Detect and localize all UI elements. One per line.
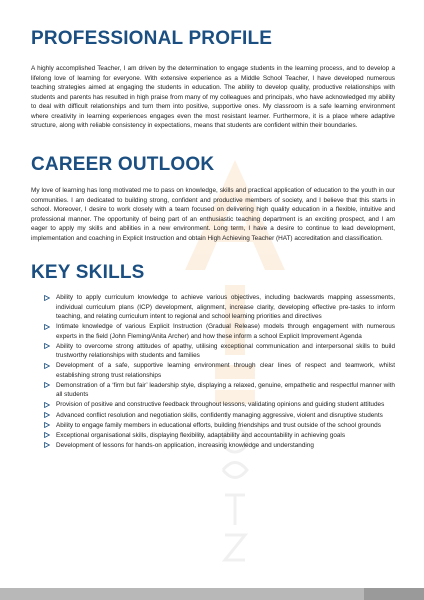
triangle-bullet-icon [44, 442, 50, 448]
triangle-bullet-icon [44, 412, 50, 418]
skill-item [31, 293, 395, 322]
skill-item [31, 322, 395, 341]
skill-text: Development of a safe, supportive learning environment through clear lines of respect and teamwork, whilst establishing strong trust relationships [56, 362, 395, 379]
triangle-bullet-icon [44, 422, 50, 428]
skill-item [31, 361, 395, 380]
skill-text: Exceptional organisational skills, displaying flexibility, adaptability and accountability in achieving goals [56, 431, 346, 439]
triangle-bullet-icon [44, 402, 50, 408]
skill-item [31, 421, 395, 431]
skill-item [31, 411, 395, 421]
triangle-bullet-icon [44, 324, 50, 330]
triangle-bullet-icon [44, 363, 50, 369]
skill-text: Ability to engage family members in educational efforts, building friendships and trust outside of the school grounds [56, 421, 381, 429]
footer-bar-accent [364, 588, 424, 600]
skill-item [31, 381, 395, 400]
professional-profile-heading: PROFESSIONAL PROFILE [31, 28, 273, 49]
footer-bar [0, 588, 424, 600]
skill-text: Ability to overcome strong attitudes of apathy, utilising exceptional communication and interpersonal skills to build trustworthy relationships with students and families [56, 342, 395, 360]
career-outlook-heading: CAREER OUTLOOK [31, 154, 215, 175]
skill-text: Advanced conflict resolution and negotiation skills, confidently managing aggressive, violent and disruptive students [56, 411, 383, 419]
key-skills-list [31, 293, 395, 450]
professional-profile-text: A highly accomplished Teacher, I am driven by the determination to engage students in the learning process, and to develop a lifelong love of learning for everyone. With extensive experience as a Middle School Teacher, I have developed numerous teaching strategies aimed at engaging the students in education. The ability to develop quality, productive relationships with students and parents has resulted in high praise from many of my colleagues and principals, who have acknowledged my ability to deal with difficult relationships and turn them into positive, supportive ones. My classroom is a safe learning environment where creativity in learning experiences engages even the most resistant learner. Furthermore, it is a place where adaptive structure, along with reliable consistency in expectations, means that students are confident within their boundaries. [31, 65, 395, 129]
skill-text: Provision of positive and constructive feedback throughout lessons, validating opinions and guiding student attitudes [56, 401, 385, 409]
career-outlook-section [31, 154, 395, 243]
skill-text: Ability to apply curriculum knowledge to achieve various objectives, including backwards mapping assessments, individual curriculum plans (ICP) development, alignment, increase clarity, developing effective pre-tasks to inform teaching, and relating curriculum intent to regional and school learning priorities and directives [56, 294, 395, 320]
career-outlook-text: My love of learning has long motivated me to pass on knowledge, skills and practical application of education to the youth in our communities. I am dedicated to building strong, confident and productive members of society, and I believe that this starts in school. Moreover, I desire to work closely with a team focused on delivering high quality education in a flexible, intuitive and professional manner. The opportunity of being part of an enthusiastic teaching department is an exciting prospect, and I am eager to apply my skills and abilities in a new environment. Long term, I have a desire to continue to lead development, implementation and coaching in Explicit Instruction and obtain High Achieving Teacher (HAT) accreditation and classification. [31, 187, 395, 242]
triangle-bullet-icon [44, 343, 50, 349]
skill-text: Development of lessons for hands-on application, increasing knowledge and understanding [56, 441, 314, 449]
skill-item [31, 400, 395, 410]
key-skills-section [31, 262, 395, 451]
skill-item [31, 441, 395, 451]
skill-item [31, 342, 395, 361]
triangle-bullet-icon [44, 382, 50, 388]
triangle-bullet-icon [44, 295, 50, 301]
professional-profile-section [31, 28, 395, 131]
skill-text: Intimate knowledge of various Explicit Instruction (Gradual Release) models through engagement with numerous experts in the field (John Fleming/Anita Archer) and how these inform a school Explicit Improvement Agenda [56, 323, 395, 340]
key-skills-heading: KEY SKILLS [31, 262, 145, 283]
triangle-bullet-icon [44, 432, 50, 438]
skill-text: Demonstration of a ‘firm but fair’ leadership style, displaying a relaxed, genuine, empathetic and respectful manner with all students [56, 381, 395, 399]
skill-item [31, 431, 395, 441]
